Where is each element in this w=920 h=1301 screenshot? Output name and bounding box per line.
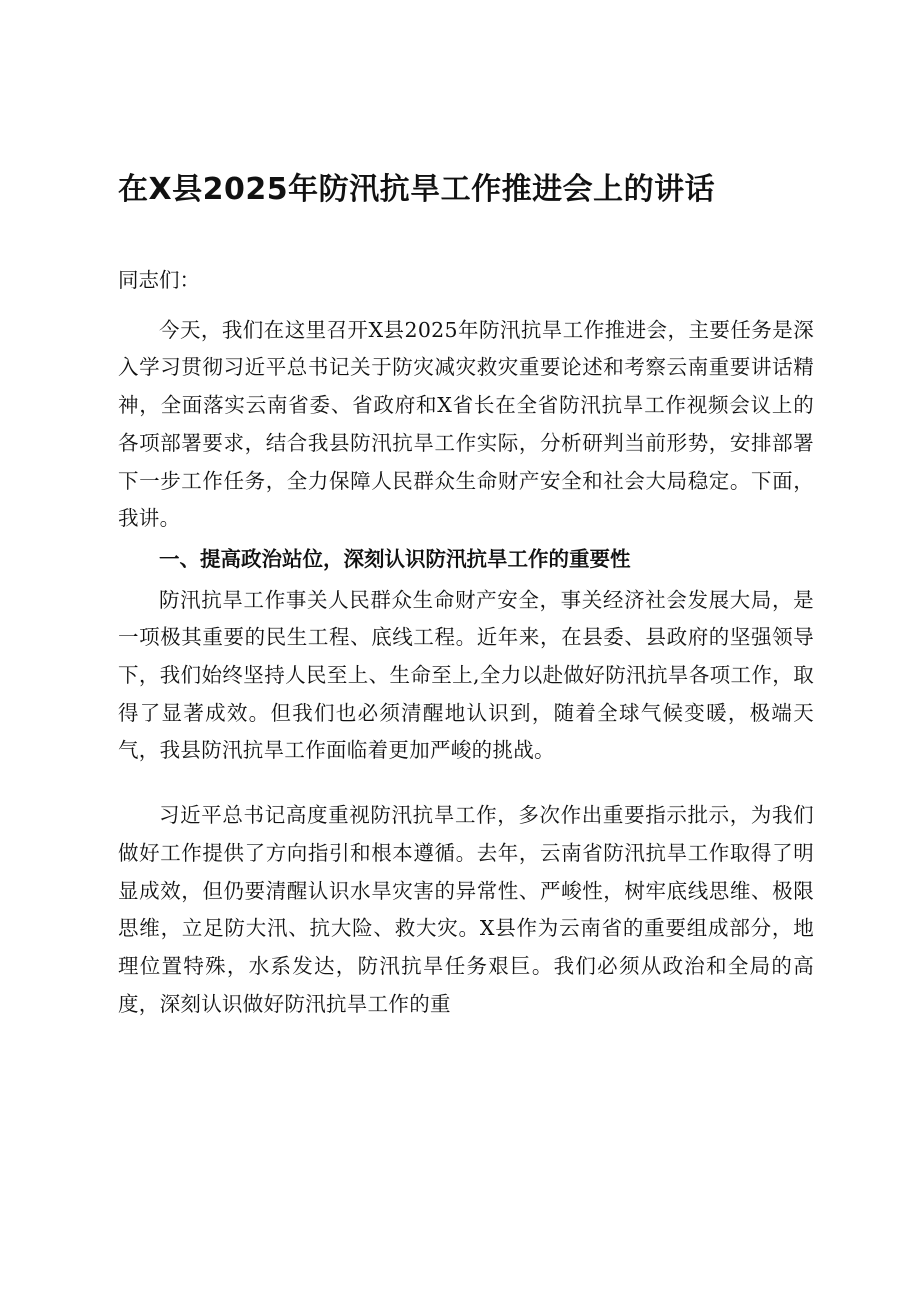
- greeting: 同志们：: [118, 268, 200, 292]
- document-title: 在X县2025年防汛抗旱工作推进会上的讲话: [118, 172, 716, 207]
- section-heading-1: 一、提高政治站位，深刻认识防汛抗旱工作的重要性: [159, 546, 631, 571]
- paragraph-intro: 今天，我们在这里召开X县2025年防汛抗旱工作推进会，主要任务是深入学习贯彻习近平总书记关于防灾减灾救灾重要论述和考察云南重要讲话精神，全面落实云南省委、省政府和X省长在全省防汛抗旱工作视频会议上的各项部署要求，结合我县防汛抗旱工作实际，分析研判当前形势，安排部署下一步工作任务，全力保障人民群众生命财产安全和社会大局稳定。下面，我讲。: [118, 317, 814, 531]
- paragraph-section-1-b: 习近平总书记高度重视防汛抗旱工作，多次作出重要指示批示，为我们做好工作提供了方向指引和根本遵循。去年，云南省防汛抗旱工作取得了明显成效，但仍要清醒认识水旱灾害的异常性、严峻性，树牢底线思维、极限思维，立足防大汛、抗大险、救大灾。X县作为云南省的重要组成部分，地理位置特殊，水系发达，防汛抗旱任务艰巨。我们必须从政治和全局的高度，深刻认识做好防汛抗旱工作的重: [118, 803, 814, 1016]
- paragraph-section-1-a: 防汛抗旱工作事关人民群众生命财产安全，事关经济社会发展大局，是一项极其重要的民生工程、底线工程。近年来，在县委、县政府的坚强领导下，我们始终坚持人民至上、生命至上,全力以赴做好防汛抗旱各项工作，取得了显著成效。但我们也必须清醒地认识到，随着全球气候变暖，极端天气，我县防汛抗旱工作面临着更加严峻的挑战。: [118, 587, 814, 763]
- document-body: [118, 262, 814, 1023]
